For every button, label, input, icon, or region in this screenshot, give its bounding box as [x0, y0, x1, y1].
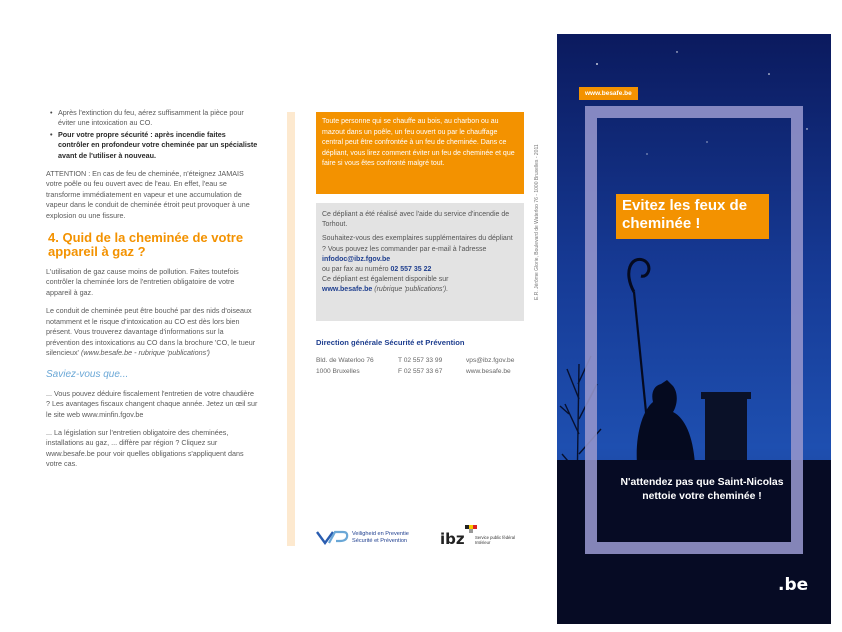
info-box [316, 203, 524, 321]
fax-number: F 02 557 33 67 [398, 368, 443, 375]
gas-paragraph: L'utilisation de gaz cause moins de pollution. Faites toutefois contrôler la cheminée lors de l'entretien obligatoire de votre appareil à gaz. [46, 267, 239, 297]
attention-paragraph: ATTENTION : En cas de feu de cheminée, n'éteignez JAMAIS votre poêle ou feu ouvert avec de l'eau. En effet, l'eau se transforme immédiatement en vapeur et une accumulation de vapeur dans le conduit de cheminée étroit peut provoquer à une explosion ou une fissure. [46, 169, 250, 220]
info-torhout: Ce dépliant a été réalisé avec l'aide du service d'incendie de Torhout. [322, 211, 510, 229]
vp-logo-line-1: Veiligheid en Preventie [352, 531, 409, 537]
ibz-logo-line-2: Intérieur [475, 540, 491, 545]
contact-online [466, 355, 514, 377]
bullet-aerate: • Après l'extinction du feu, aérez suffisamment la pièce pour éviter une intoxication au CO. [46, 108, 258, 129]
vp-logo [316, 527, 426, 549]
contact-email[interactable]: vps@ibz.fgov.be [466, 357, 515, 364]
publisher-vertical-text: E.R. Jérôme Glorie, Boulevard de Waterloo 76 - 1000 Bruxelles - 2011 [534, 144, 540, 300]
ibz-logo-text [475, 535, 515, 545]
ibz-flag-icon [465, 525, 477, 534]
left-panel [46, 108, 258, 470]
vp-logo-line-2: Sécurité et Prévention [352, 538, 408, 544]
star [596, 63, 598, 65]
co-paragraph-text: Le conduit de cheminée peut être bouché par des nids d'oiseaux notamment et le risque d'intoxication au CO est dès lors bien présent. Vous trouverez davantage d'informations sur la prévention des intoxications au CO dans la brochure 'CO, le tueur silencieux' [46, 306, 256, 357]
accent-stripe [287, 112, 295, 546]
contact-address [316, 355, 374, 377]
address-line-1: Bld. de Waterloo 76 [316, 357, 374, 364]
bullet-list [46, 108, 258, 161]
section-heading-gas: 4. Quid de la cheminée de votre appareil à gaz ? [48, 230, 244, 260]
intro-box [316, 112, 524, 194]
star [768, 73, 770, 75]
info-order-text: Souhaitez-vous des exemplaires supplémentaires du dépliant ? Vous pouvez les commander par e-mail à l'adresse [322, 235, 513, 253]
info-email[interactable]: infodoc@ibz.fgov.be [322, 255, 391, 263]
did-you-know-heading: Saviez-vous que... [46, 369, 129, 381]
co-paragraph [46, 306, 258, 358]
info-order [322, 234, 518, 295]
cover-title: Evitez les feux de cheminée ! [616, 194, 769, 239]
address-line-2: 1000 Bruxelles [316, 368, 360, 375]
legislation-paragraph: ... La législation sur l'entretien obligatoire des cheminées, installations au gaz, ... diffère par région ? Cliquez sur www.besafe.be pour voir quelles obligations s'appliquent dans votre cas. [46, 427, 244, 469]
intro-text: Toute personne qui se chauffe au bois, au charbon ou au mazout dans un poêle, un feu ouvert ou par le chauffage central peut être confrontée à un feu de cheminée. Dans ce dépliant, vous lirez comment éviter un feu de cheminée et que faire si vous êtes confronté malgré tout. [322, 118, 515, 168]
ibz-logo-line-1: Service public fédéral [475, 535, 516, 540]
star [676, 51, 677, 52]
besafe-tag[interactable]: www.besafe.be [579, 87, 638, 100]
info-website[interactable]: www.besafe.be [322, 286, 373, 294]
direction-title: Direction générale Sécurité et Prévention [316, 338, 465, 347]
cover-subtitle: N'attendez pas que Saint-Nicolas nettoie votre cheminée ! [620, 477, 784, 502]
be-logo: .be [778, 575, 809, 595]
cover-panel [557, 34, 831, 624]
info-fax: 02 557 35 22 [390, 266, 432, 274]
info-online-text: Ce dépliant est également disponible sur [322, 276, 449, 284]
contact-phone [398, 355, 442, 377]
phone-number: T 02 557 33 99 [398, 357, 443, 364]
ibz-logo-word: ibz [440, 530, 465, 548]
vp-logo-text [352, 531, 409, 545]
vp-logo-icon [316, 529, 350, 545]
info-website-suffix: (rubrique 'publications'). [374, 286, 449, 294]
info-fax-prefix: ou par fax au numéro [322, 266, 389, 274]
contact-website[interactable]: www.besafe.be [466, 368, 511, 375]
ibz-logo [440, 524, 530, 548]
star [806, 128, 807, 129]
co-brochure-link[interactable]: (www.besafe.be - rubrique 'publications') [80, 347, 210, 357]
bullet-safety: • Pour votre propre sécurité : après incendie faites contrôler en profondeur votre cheminée par un spécialiste avant de l'utiliser à nouveau. [46, 130, 258, 161]
tax-paragraph: ... Vous pouvez déduire fiscalement l'entretien de votre chaudière ? Les avantages fiscaux changent chaque année. Jetez un œil sur le site web www.minfin.fgov.be [46, 388, 258, 419]
